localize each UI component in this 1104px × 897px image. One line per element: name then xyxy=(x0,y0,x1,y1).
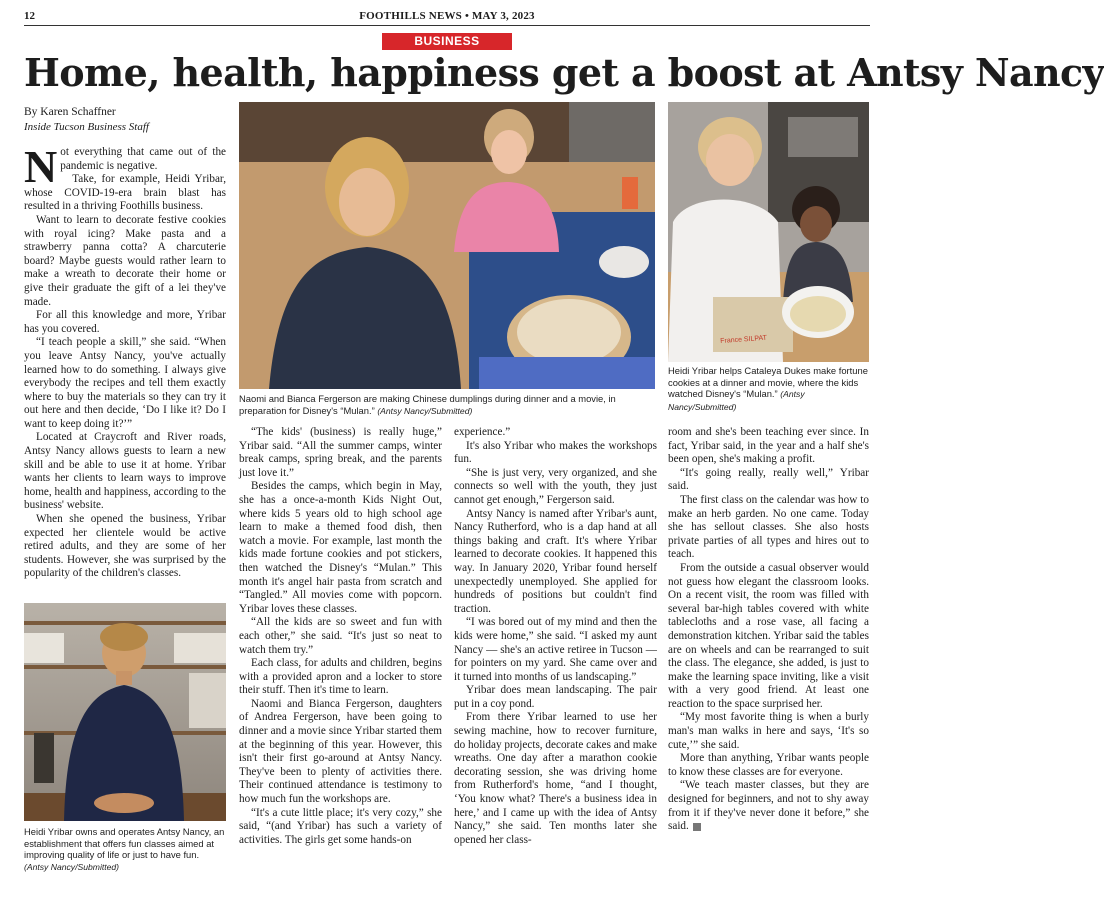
photo-credit: (Antsy Nancy/Submitted) xyxy=(668,389,805,412)
paragraph: room and she's been teaching ever since. In fact, Yribar said, in the year and a half she's been open, she's making a profit. xyxy=(668,426,869,466)
page-number: 12 xyxy=(24,10,35,22)
photo-credit: (Antsy Nancy/Submitted) xyxy=(24,861,120,872)
staff-line: Inside Tucson Business Staff xyxy=(24,121,149,133)
main-photo-image xyxy=(239,102,655,389)
paragraph: “I was bored out of my mind and then the kids were home,” she said. “I asked my aunt Nancy — she's an active retiree in Tucson — for pointers on my yard. She came over and it turned into months of us landscaping.” xyxy=(454,616,657,683)
mat-label: France SILPAT xyxy=(720,334,768,345)
paragraph: From there Yribar learned to use her sewing machine, how to recover furniture, do holiday projects, decorate cakes and make wreaths. One day after a marathon cookie decorating session, she was driving home from Rutherford's home, “and I thought, ‘You know what? There's a business idea in here,’ and I came up with the idea of Antsy Nancy,” she said. Ten months later she opened her class- xyxy=(454,711,657,846)
section-tag: BUSINESS xyxy=(382,33,512,50)
right-photo-image xyxy=(668,102,869,362)
column-2 xyxy=(239,426,442,847)
caption-text: Heidi Yribar helps Cataleya Dukes make fortune cookies at a dinner and movie, where the kids watched Disney's “Mulan.” xyxy=(668,365,868,400)
right-photo-caption xyxy=(668,365,869,413)
paragraph: It's also Yribar who makes the workshops fun. xyxy=(454,439,657,466)
paragraph: Besides the camps, which begin in May, she has a once-a-month Kids Night Out, where kids 5 years old to high school age learn to make a themed food dish, then watch a movie. For example, last month the kids made fortune cookies and pot stickers, then watched the Disney's “Mulan.” This month it's angel hair pasta from scratch and “Tangled.” All movies come with popcorn. Yribar loves these classes. xyxy=(239,480,442,615)
photo-credit: (Antsy Nancy/Submitted) xyxy=(377,405,473,416)
paragraph: Take, for example, Heidi Yribar, whose COVID-19-era brain blast has resulted in a thriving Foothills business. xyxy=(24,173,226,213)
paragraph: “The kids' (business) is really huge,” Yribar said. “All the summer camps, winter break camps, spring break, and the parents just love it.” xyxy=(239,426,442,479)
paragraph: More than anything, Yribar wants people to know these classes are for everyone. xyxy=(668,752,869,778)
end-mark xyxy=(693,823,701,831)
paragraph: “My most favorite thing is when a burly man's man walks in here and says, ‘It's so cute,’” she said. xyxy=(668,711,869,751)
column-1 xyxy=(24,141,226,581)
paragraph: Each class, for adults and children, begins with a provided apron and a locker to store their stuff. Then it's time to learn. xyxy=(239,657,442,697)
portrait-photo xyxy=(24,603,226,821)
publication-dateline: FOOTHILLS NEWS • MAY 3, 2023 xyxy=(359,10,535,22)
paragraph: “She is just very, very organized, and she connects so well with the youth, they just cannot get enough,” Fergerson said. xyxy=(454,466,657,506)
column-4 xyxy=(668,426,869,834)
right-photo xyxy=(668,102,869,362)
byline: By Karen Schaffner xyxy=(24,106,116,118)
paragraph: Yribar does mean landscaping. The pair put in a coy pond. xyxy=(454,684,657,710)
paragraph: “It's going really, really well,” Yribar said. xyxy=(668,466,869,493)
paragraph: For all this knowledge and more, Yribar has you covered. xyxy=(24,309,226,335)
paragraph: “It's a cute little place; it's very cozy,” she said, “(and Yribar) has such a variety of activities. The girls get some hands-on xyxy=(239,806,442,846)
header-rule xyxy=(24,25,870,26)
paragraph: Want to learn to decorate festive cookies with royal icing? Make pasta and a strawberry panna cotta? A charcuterie board? Maybe guests would rather learn to make a wreath to decorate their home or give their graduate the gift of a lei they've made. xyxy=(24,213,226,308)
headline: Home, health, happiness get a boost at Antsy Nancy xyxy=(24,50,1104,95)
portrait-photo-image xyxy=(24,603,226,821)
paragraph: “I teach people a skill,” she said. “When you leave Antsy Nancy, you've actually learned how to do something. I always give everybody the recipes and tell them exactly where to buy the materials so they can try it out here and then decide, ‘Do I like it? Do I want to keep doing it?’” xyxy=(24,336,226,430)
portrait-caption xyxy=(24,826,226,873)
drop-cap: N xyxy=(24,141,58,192)
paragraph: The first class on the calendar was how to make an herb garden. No one came. Today she has sellout classes. She also hosts private parties of all types and hires out to teach. xyxy=(668,493,869,561)
paragraph: ot everything that came out of the pandemic is negative. xyxy=(60,146,226,172)
main-photo-caption xyxy=(239,393,657,417)
paragraph: experience.” xyxy=(454,426,511,438)
caption-text: Naomi and Bianca Fergerson are making Chinese dumplings during dinner and a movie, in preparation for Disney's “Mulan.” xyxy=(239,393,616,416)
paragraph: “All the kids are so sweet and fun with each other,” she said. “It's just so neat to watch them try.” xyxy=(239,616,442,656)
column-3 xyxy=(454,426,657,847)
paragraph: When she opened the business, Yribar expected her clientele would be active retired adults, and they are some of her students. However, she was surprised by the popularity of the children's classes. xyxy=(24,513,226,580)
paragraph: Naomi and Bianca Fergerson, daughters of Andrea Fergerson, have been going to dinner and a movie since Yribar started them at the beginning of this year. However, this isn't their first go-around at Antsy Nancy. They've been to plenty of activities there. Their continued attendance is testimony to how much fun the workshops are. xyxy=(239,697,442,806)
paragraph: “We teach master classes, but they are designed for beginners, and not to shy away from it if they've never done it before,” she said. xyxy=(668,779,869,833)
main-photo xyxy=(239,102,655,389)
caption-text: Heidi Yribar owns and operates Antsy Nancy, an establishment that offers fun classes aimed at improving quality of life or just to have fun. xyxy=(24,826,225,861)
paragraph: Antsy Nancy is named after Yribar's aunt, Nancy Rutherford, who is a dap hand at all things baking and craft. It's where Yribar learned to decorate cookies. It happened this way. In January 2020, Yribar found herself unexpectedly unemployed. She applied for hundreds of positions but couldn't find traction. xyxy=(454,507,657,615)
paragraph: Located at Craycroft and River roads, Antsy Nancy allows guests to learn a new skill and be able to use it at home. Yribar wants her clients to learn ways to improve home, health and happiness, according to the business' website. xyxy=(24,431,226,512)
paragraph: From the outside a casual observer would not guess how elegant the classroom looks. On a recent visit, the room was filled with several bar-high tables covered with white tablecloths and a rose vase, all facing a demonstration kitchen. Yribar said the tables are on wheels and can be rearranged to suit the class. The elegance, she added, is just to make the learning space inviting, like a visit with a very good friend. At least one reaction to the space surprised her. xyxy=(668,561,869,710)
